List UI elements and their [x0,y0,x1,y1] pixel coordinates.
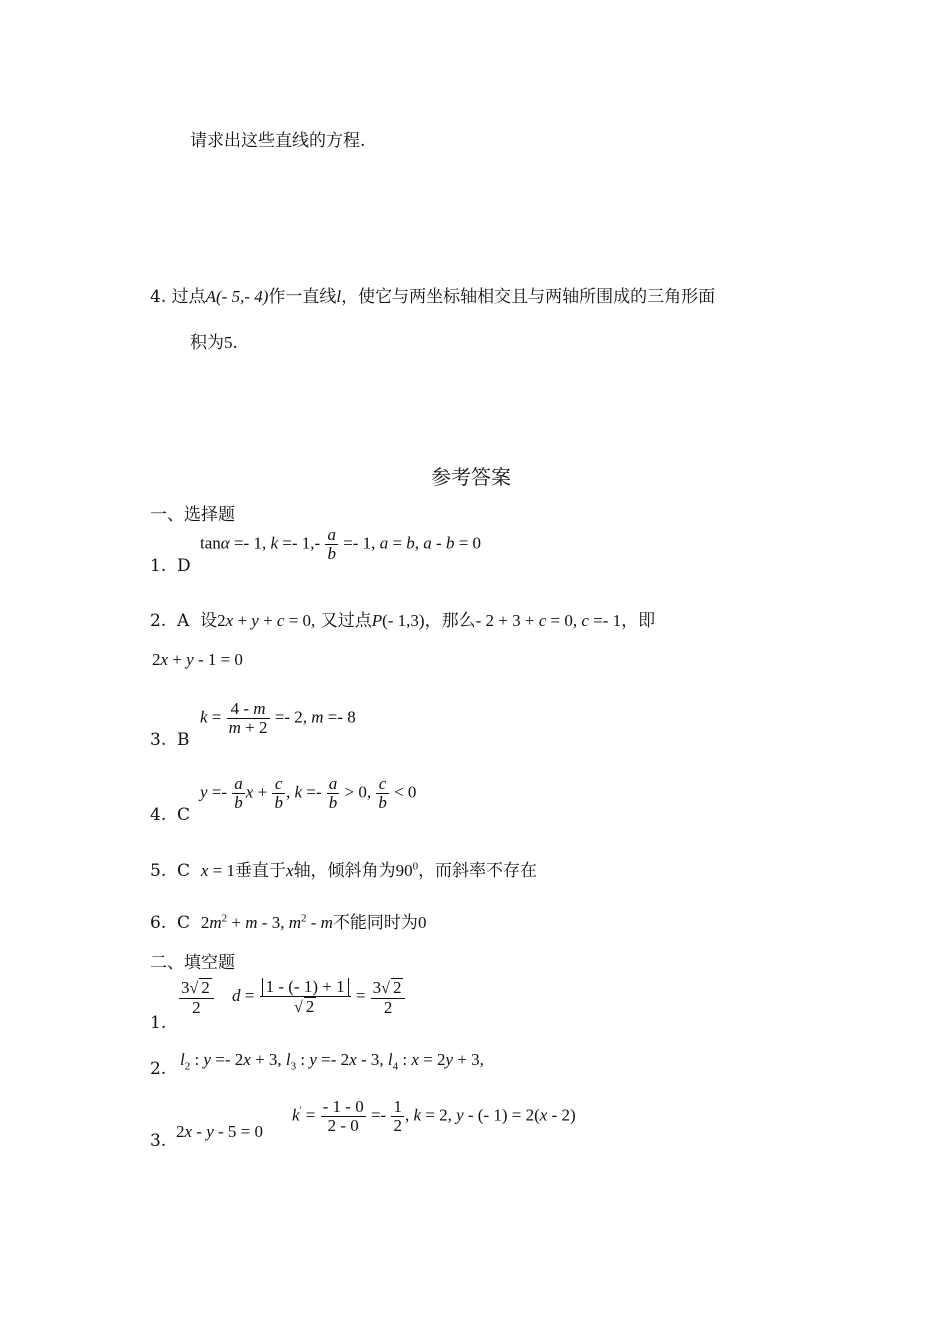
answer-2-line-1: 2. A 设2x + y + c = 0, 又过点P(- 1,3)，那么- 2 + 3 + c = 0, c =- 1，即 [150,611,656,631]
question-text: ，使它与两坐标轴相交且与两轴所围成的三角形面 [341,287,716,307]
point-a: A(- 5,- 4) [205,287,269,306]
answers-title: 参考答案 [431,465,511,489]
answer-number: 5. [150,861,167,881]
fill-1-answer: $\frac{3√ 2}{2}$ [178,978,215,1017]
answer-choice: C [177,805,191,825]
answer-number: 1. [150,556,167,576]
line-variable: l [336,287,342,306]
question-4-line-1 [150,282,715,307]
answer-1-label [150,556,191,576]
question-3-tail: 请求出这些直线的方程. [190,131,366,151]
answer-4-label [150,805,190,825]
question-text: 过点 [171,287,206,307]
fill-2-formula: $l_2$ : y =- 2x + 3, $l_3$ : y =- 2x - 3, $l_4$ : x = 2y + 3, [180,1050,484,1073]
answer-choice: C [177,861,191,881]
section-fill-in: 二、填空题 [150,953,235,973]
answer-2-line-2: 2x + y - 1 = 0 [152,650,243,669]
answer-1-formula: tanα =- 1, k =- 1,- $\frac{a}{b}$ =- 1, a = b, a - b = 0 [200,525,482,563]
answer-choice: B [177,730,190,750]
answer-choice: C [177,913,191,933]
fill-3-answer: 2x - y - 5 = 0 [176,1122,264,1141]
answer-number: 2. [150,611,167,631]
answer-number: 3. [150,730,167,750]
answer-3-label [150,730,190,750]
fill-3-label: 3. [150,1131,167,1151]
fill-2-label: 2. [150,1059,167,1079]
question-text: 作一直线 [268,287,337,307]
answer-number: 4. [150,805,167,825]
area-value: 5 [224,333,233,352]
question-text: 积为 [190,333,224,353]
question-4-line-2 [190,328,238,353]
section-multiple-choice: 一、选择题 [150,505,235,525]
question-text: . [232,333,238,353]
fill-3-formula: k' = $\frac{- 1 - 0}{2 - 0}$ =- $\frac{1}{2}$ , k = 2, y - (- 1) = 2(x - 2) [292,1097,576,1135]
answer-4-formula: y =- $\frac{a}{b}$ x + $\frac{c}{b}$ , k =- $\frac{a}{b}$ > 0, $\frac{c}{b}$ < 0 [200,774,417,812]
question-number: 4. [150,287,167,307]
answer-3-formula: k = $\frac{4 - m}{m + 2}$ =- 2, m =- 8 [200,699,356,737]
answer-6: 6. C $2m^2 + m - 3$, $m^2$ - m不能同时为0 [150,912,427,933]
answer-5: 5. C x = 1垂直于x轴，倾斜角为$90^0$，而斜率不存在 [150,860,538,881]
answer-number: 6. [150,913,167,933]
answer-choice: A [177,611,190,631]
answer-choice: D [177,556,191,576]
fill-1-label: 1. [150,1013,167,1033]
fill-1-formula: d = $\frac{1 - (- 1) + 1}{√ 2}$ = $\frac{3√ 2}{2}$ [232,978,406,1017]
